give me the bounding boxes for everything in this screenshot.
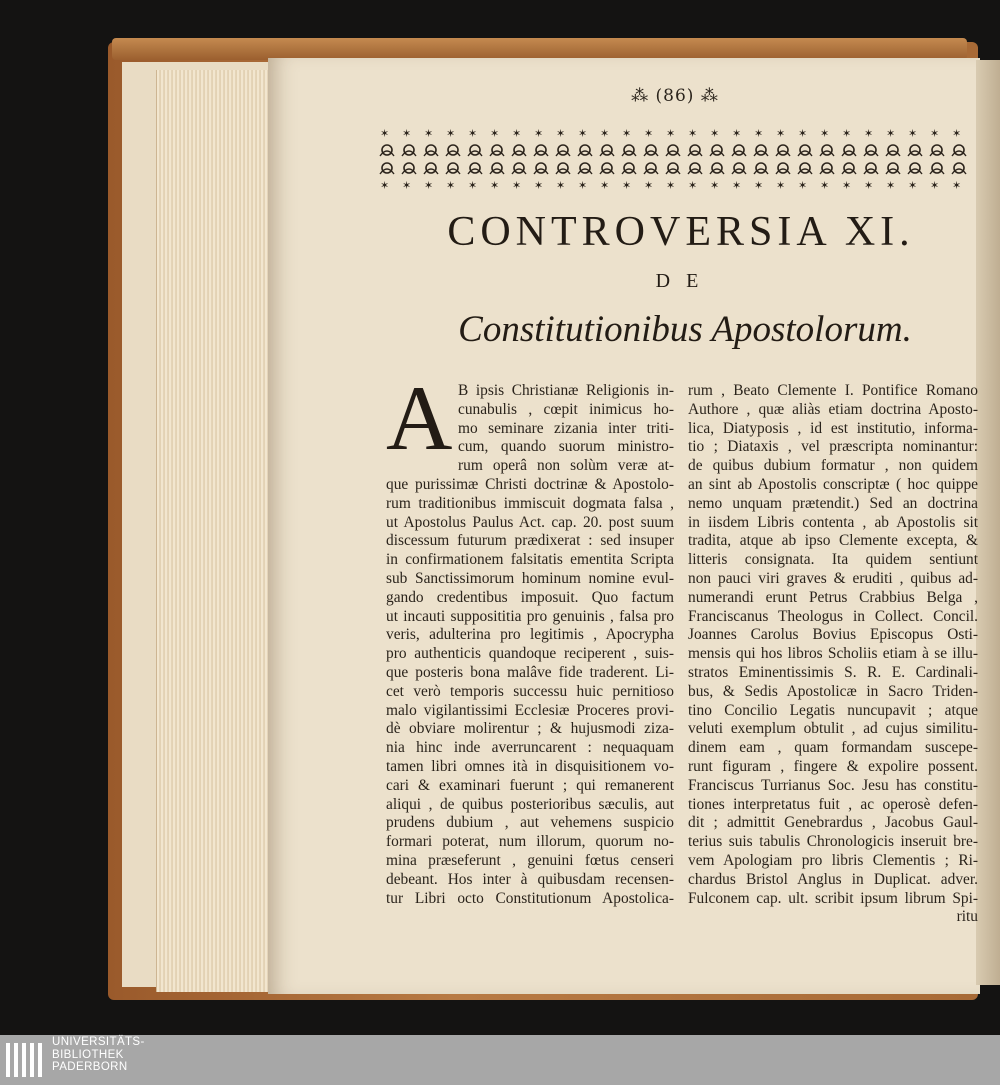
- text-line: dit ; admittit Genebrardus , Jacobus Gaul-: [688, 814, 978, 832]
- text-line: que purissimæ Christi doctrinæ & Apostolo-: [386, 475, 674, 493]
- text-line: cunabulis , cœpit inimicus ho-: [458, 400, 674, 418]
- text-line: tiones interpretatus fuit , ac operosè defen-: [688, 795, 978, 813]
- text-line: tur Libri octo Constitutionum Apostolica-: [386, 889, 674, 907]
- text-line: pro authenticis quandoque reciperent , suis-: [386, 645, 674, 663]
- text-line: dè obviare molirentur ; & hujusmodi ziza-: [386, 720, 674, 738]
- text-line: an sint ab Apostolis conscriptæ ( hoc quippe: [688, 475, 978, 493]
- text-line: cari & examinari fuerunt ; qui remanerent: [386, 776, 674, 794]
- text-line: cum, quando suorum ministro-: [458, 438, 674, 456]
- text-line: nia hinc inde averruncarent : nequaquam: [386, 739, 674, 757]
- text-line: in confirmationem falsitatis ementita Scripta: [386, 551, 674, 569]
- page-number-text: (86): [655, 86, 695, 106]
- text-line: in iisdem Libris contenta , ab Apostolis sit: [688, 513, 978, 531]
- text-line: Franciscanus Theologus in Collect. Concil.: [688, 607, 978, 625]
- chapter-title: CONTROVERSIA XI.: [447, 209, 915, 255]
- text-line: Authore , quæ aliàs etiam doctrina Aposto-: [688, 400, 978, 418]
- text-line: ut incauti supposititia pro genuinis , falsa pro: [386, 607, 674, 625]
- text-line: ritu: [956, 908, 978, 926]
- drop-cap: A: [386, 367, 453, 469]
- text-line: debeant. Hos inter à quibusdam recensen-: [386, 870, 674, 888]
- text-line: veluti exemplum obtulit , ad cujus similitu-: [688, 720, 978, 738]
- text-line: tio ; Diataxis , vel præscripta nominantur:: [688, 438, 978, 456]
- text-line: mo seminare zizania inter triti-: [458, 419, 674, 437]
- text-line: cet verò temporis successu huic pernitioso: [386, 682, 674, 700]
- chapter-subtitle: Constitutionibus Apostolorum.: [458, 309, 912, 350]
- text-line: non pauci viri graves & eruditi , quibus ad-: [688, 569, 978, 587]
- text-line: formari poterat, num illorum, quorum no-: [386, 833, 674, 851]
- text-line: terius suis tabulis Chronologicis inseruit bre-: [688, 833, 978, 851]
- library-name: [52, 1036, 145, 1074]
- text-line: prudens dubium , aut vehemens suspicio: [386, 814, 674, 832]
- text-line: tamen libri omnes ità in disquisitionem vo-: [386, 757, 674, 775]
- text-line: mensis qui hos libros Scholiis etiam à se illu-: [688, 645, 978, 663]
- page-number-ornament-left-icon: ⁂: [631, 86, 650, 106]
- text-line: sub Sanctissimorum hominum nomine evul-: [386, 569, 674, 587]
- text-line: runt figuram , fingere & expolire possent.: [688, 757, 978, 775]
- page-edges: [156, 70, 269, 992]
- text-line: mina præseferunt , genuini fœtus censeri: [386, 851, 674, 869]
- chapter-de: DE: [655, 270, 715, 292]
- text-line: stratos Eminentissimis S. R. E. Cardinali-: [688, 663, 978, 681]
- library-footer: [0, 1035, 1000, 1085]
- library-name-line-3: PADERBORN: [52, 1061, 128, 1073]
- page-right-edge: [976, 60, 1000, 985]
- text-line: tino Concilio Legatis nuncupavit ; atque: [688, 701, 978, 719]
- text-line: discessum futurum prædixerat : sed insuper: [386, 532, 674, 550]
- text-line: rum traditionibus immiscuit dogmata falsa ,: [386, 494, 674, 512]
- text-line: litteris consignata. Ita quidem sentiunt: [688, 551, 978, 569]
- text-line: numerandi erunt Petrus Crabbius Belga ,: [688, 588, 978, 606]
- ornamental-border-icon: [376, 126, 972, 192]
- library-name-line-1: UNIVERSITÄTS-: [52, 1036, 145, 1048]
- text-line: que posteris bona malâve fide traderent. Li-: [386, 663, 674, 681]
- text-line: ut Apostolus Paulus Act. cap. 20. post suum: [386, 513, 674, 531]
- text-line: dinem eam , quam formandam suscepe-: [688, 739, 978, 757]
- text-line: de quibus dubium formatur , non quidem: [688, 457, 978, 475]
- text-line: bus, & Sedis Apostolicæ in Sacro Triden-: [688, 682, 978, 700]
- text-column-right: [688, 382, 978, 927]
- text-column-left: [386, 382, 674, 908]
- text-line: vem Apologiam pro libris Clementis ; Ri-: [688, 851, 978, 869]
- text-line: rum operâ non solùm veræ at-: [458, 457, 674, 475]
- text-line: lica, Diatyposis , id est institutio, informa-: [688, 419, 978, 437]
- text-line: chardus Bristol Anglus in Duplicat. adver.: [688, 870, 978, 888]
- text-line: B ipsis Christianæ Religionis in-: [458, 382, 674, 399]
- library-logo-icon: [4, 1041, 46, 1079]
- text-line: tradita, atque ab ipso Clemente excepta, &: [688, 532, 978, 550]
- text-line: Fulconem cap. ult. scribit ipsum librum Spi-: [688, 889, 978, 907]
- text-line: Franciscus Turrianus Soc. Jesu has constitu-: [688, 776, 978, 794]
- text-line: gando credentibus imposuit. Quo factum: [386, 588, 674, 606]
- book-cover-top-edge: [112, 38, 967, 60]
- text-line: Joannes Carolus Bovius Episcopus Osti-: [688, 626, 978, 644]
- text-line: aliqui , de quibus posterioribus sæculis, aut: [386, 795, 674, 813]
- page-number-ornament-right-icon: ⁂: [700, 86, 719, 106]
- text-line: rum , Beato Clemente I. Pontifice Romano: [688, 382, 978, 399]
- library-name-line-2: BIBLIOTHEK: [52, 1048, 124, 1061]
- text-line: veris, adulterina pro legitimis , Apocrypha: [386, 626, 674, 644]
- text-line: malo vigilantissimi Ecclesiæ Proceres provi-: [386, 701, 674, 719]
- text-line: nemo unquam prætendit.) Sed an doctrina: [688, 494, 978, 512]
- page-number: [620, 86, 730, 106]
